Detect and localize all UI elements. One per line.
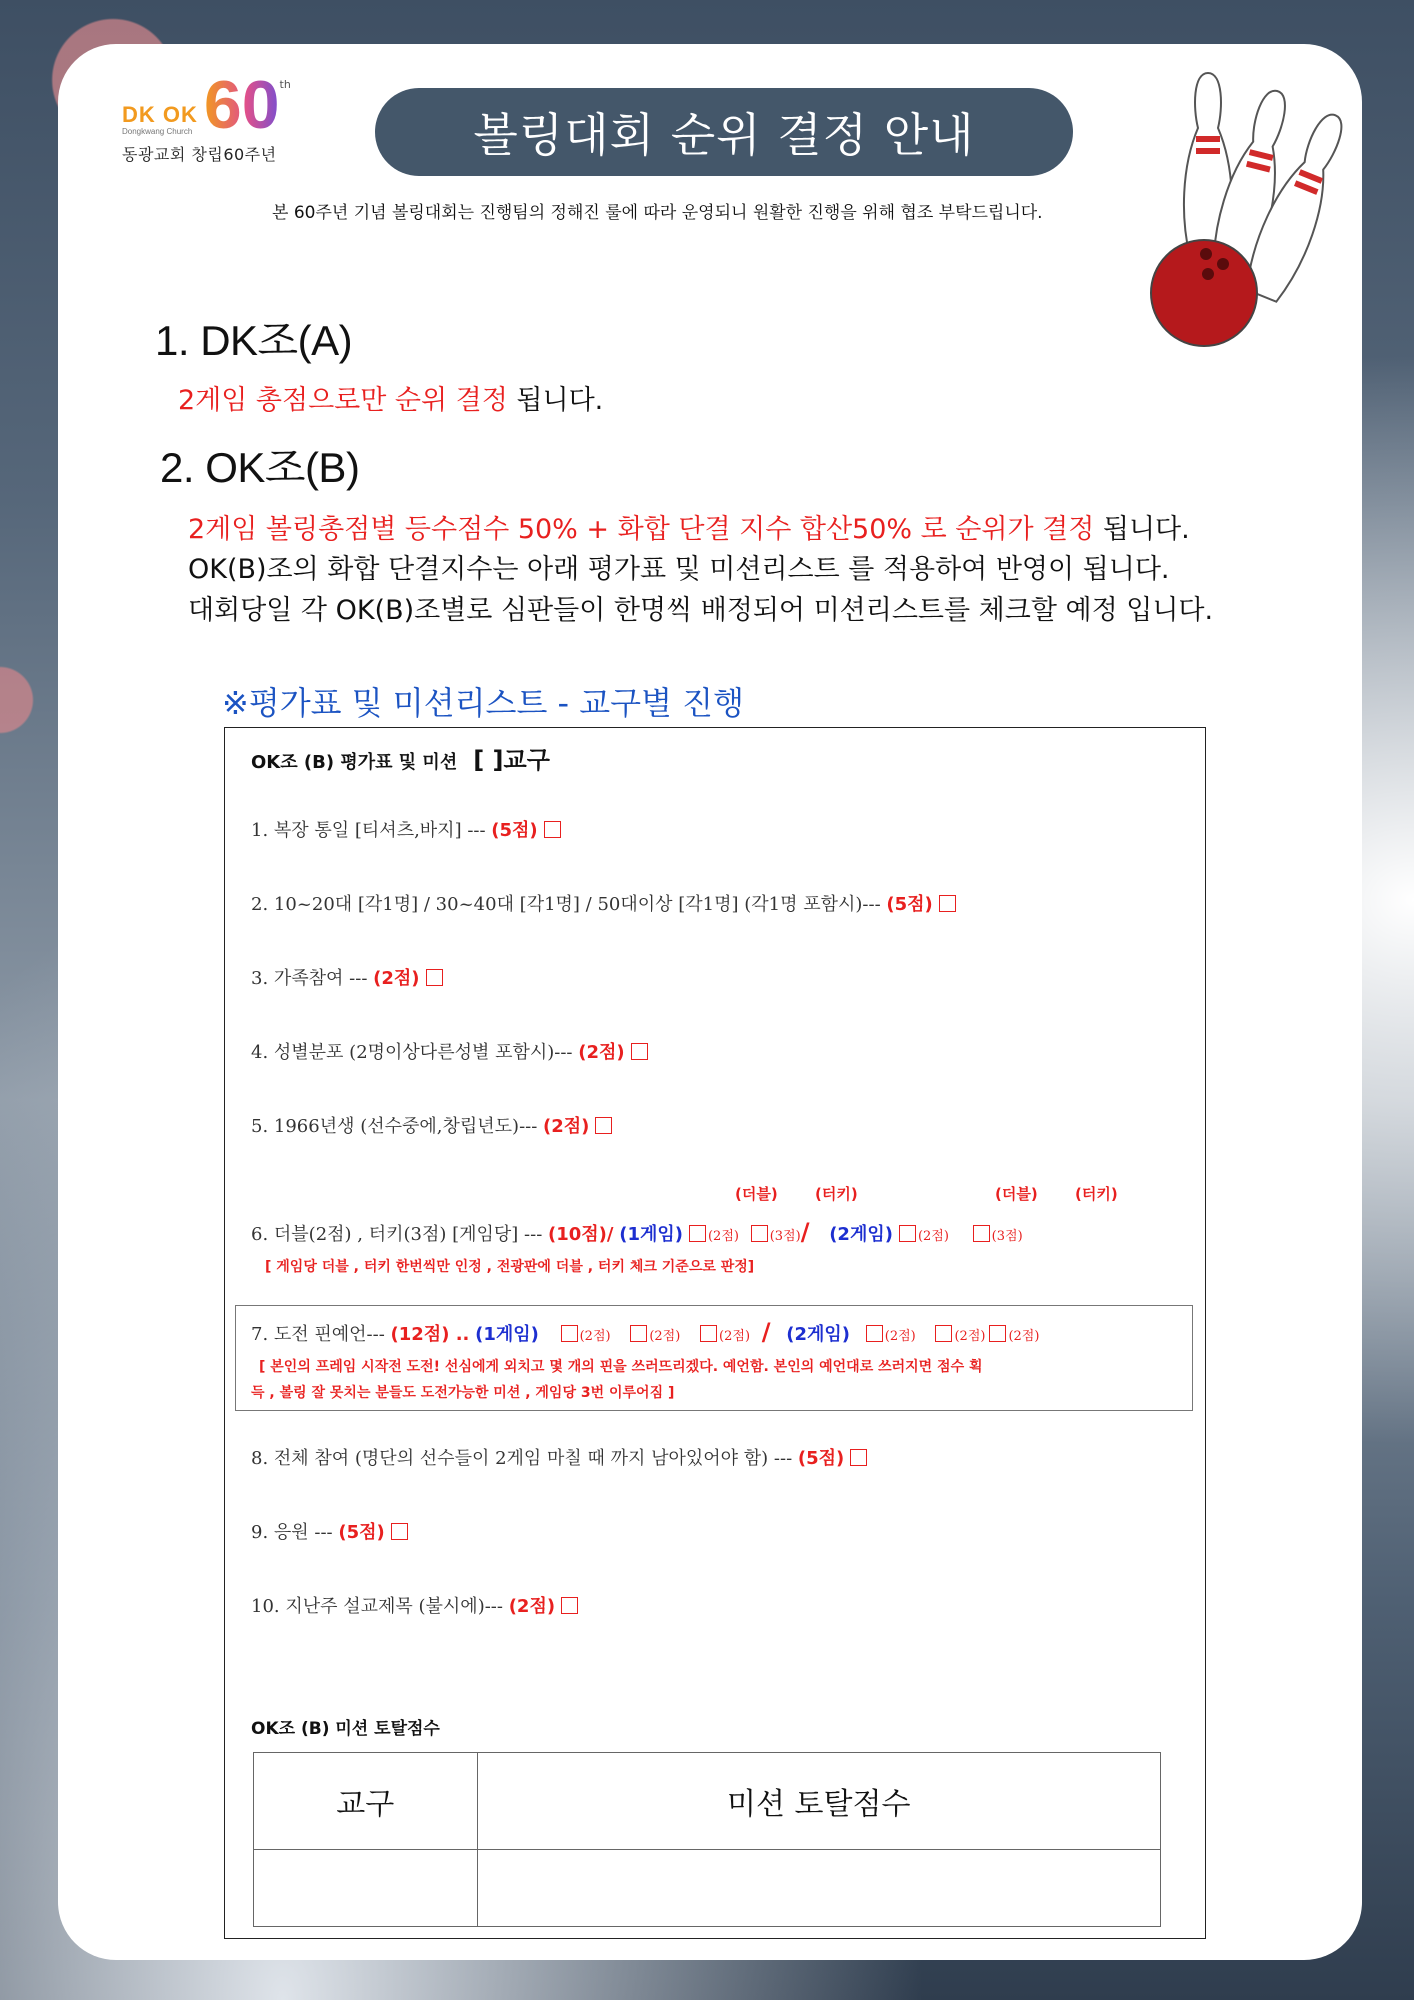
mission-item-5 — [251, 1112, 614, 1138]
eval-title: ※평가표 및 미션리스트 - 교구별 진행 — [222, 684, 744, 722]
mission-text: 4. 성별분포 (2명이상다른성별 포함시)--- — [251, 1042, 579, 1063]
section2-tail: 됩니다. — [1094, 514, 1190, 545]
mission-points: (5점) — [886, 894, 933, 915]
parish-bracket: [ ]교구 — [473, 746, 550, 774]
prediction-checkbox-g2-2[interactable] — [935, 1325, 952, 1342]
evaluation-form — [224, 727, 1206, 1939]
item7-note-line2: 득 , 볼링 잘 못치는 분들도 도전가능한 미션 , 게임당 3번 이루어짐 ] — [251, 1385, 675, 1401]
mission-item-2 — [251, 890, 958, 916]
game2-label: (2게임) — [786, 1324, 851, 1345]
logo-60: 60 — [203, 67, 280, 143]
bowling-pins-icon — [1138, 68, 1358, 348]
points-3: (3점) — [991, 1229, 1023, 1244]
slash-divider: / — [761, 1318, 771, 1346]
section2-red-text: 2게임 볼링총점별 등수점수 50% + 화합 단결 지수 합산50% 로 순위가 결정 — [188, 514, 1095, 545]
mission-checkbox[interactable] — [391, 1523, 408, 1540]
mission-checkbox[interactable] — [544, 821, 561, 838]
mission-checkbox[interactable] — [595, 1117, 612, 1134]
section1-text — [178, 378, 603, 417]
mission-checkbox[interactable] — [631, 1043, 648, 1060]
mission-points: (2점) — [543, 1116, 590, 1137]
game1-label: (1게임) — [619, 1224, 683, 1245]
prediction-checkbox-g2-3[interactable] — [989, 1325, 1006, 1342]
logo-church-name: Dongkwang Church — [122, 127, 193, 136]
logo-subtitle: 동광교회 창립60주년 — [122, 145, 277, 164]
mission-points: (2점) — [373, 968, 420, 989]
mission-text: 8. 전체 참여 (명단의 선수들이 2게임 마칠 때 까지 남아있어야 함) --- — [251, 1448, 798, 1469]
prediction-checkbox-g1-1[interactable] — [561, 1325, 578, 1342]
mission-text: 9. 응원 --- — [251, 1522, 339, 1543]
mission-text: 5. 1966년생 (선수중에,창립년도)--- — [251, 1116, 544, 1137]
logo-dkok: DK OK — [122, 102, 198, 127]
mission-text: 6. 더블(2점) , 터키(3점) [게임당] --- — [251, 1224, 549, 1245]
points-2: (2점) — [707, 1229, 739, 1244]
mission-item-6 — [251, 1218, 1023, 1246]
mission-points: (2점) — [578, 1042, 625, 1063]
mission-text: 2. 10~20대 [각1명] / 30~40대 [각1명] / 50대이상 [각1명] (각1명 포함시)--- — [251, 894, 887, 915]
points-2: (2점) — [649, 1329, 681, 1344]
mission-text: 3. 가족참여 --- — [251, 968, 374, 989]
mission-points: (2점) — [508, 1596, 556, 1617]
turkey-label-g1: (터키) — [815, 1185, 858, 1203]
total-score-table — [253, 1752, 1161, 1927]
double-checkbox-g2[interactable] — [899, 1225, 916, 1242]
mission-item-10 — [251, 1592, 580, 1618]
mission-item-8 — [251, 1444, 869, 1470]
table-header-parish: 교구 — [254, 1753, 478, 1850]
points-2: (2점) — [954, 1329, 986, 1344]
church-logo — [122, 67, 322, 165]
prediction-checkbox-g2-1[interactable] — [866, 1325, 883, 1342]
mission-text: 7. 도전 핀예언--- — [251, 1324, 391, 1345]
form-head — [251, 740, 550, 775]
item6-note: [ 게임당 더블 , 터키 한번씩만 인정 , 전광판에 더블 , 터키 체크 기준으로 판정] — [265, 1259, 755, 1275]
section1-red-text: 2게임 총점으로만 순위 결정 — [178, 385, 508, 416]
turkey-checkbox-g1[interactable] — [751, 1225, 768, 1242]
points-2: (2점) — [719, 1329, 751, 1344]
table-header-total: 미션 토탈점수 — [477, 1753, 1160, 1850]
slash-divider: / — [800, 1218, 810, 1246]
mission-checkbox[interactable] — [561, 1597, 578, 1614]
mission-item-9 — [251, 1518, 410, 1544]
turkey-checkbox-g2[interactable] — [973, 1225, 990, 1242]
section2-line2: OK(B)조의 화합 단결지수는 아래 평가표 및 미션리스트 를 적용하여 반영이 됩니다. — [188, 554, 1170, 585]
mission-item-4 — [251, 1038, 650, 1064]
points-2: (2점) — [1008, 1329, 1040, 1344]
mission-item-1 — [251, 816, 563, 842]
double-label-g2: (더블) — [995, 1185, 1038, 1203]
mission-checkbox[interactable] — [850, 1449, 867, 1466]
prediction-checkbox-g1-3[interactable] — [700, 1325, 717, 1342]
total-title: OK조 (B) 미션 토탈점수 — [251, 1719, 440, 1739]
section1-tail: 됩니다. — [507, 385, 604, 416]
form-head-label: OK조 (B) 평가표 및 미션 — [251, 752, 458, 773]
mission-checkbox[interactable] — [426, 969, 443, 986]
double-checkbox-g1[interactable] — [689, 1225, 706, 1242]
points-2: (2점) — [579, 1329, 611, 1344]
mission-item-7 — [251, 1318, 1039, 1346]
section2-line1 — [188, 507, 1190, 546]
points-3: (3점) — [769, 1229, 801, 1244]
mission-text: 1. 복장 통일 [티셔츠,바지] --- — [251, 820, 492, 841]
item7-note-line1: [ 본인의 프레임 시작전 도전! 선심에게 외치고 몇 개의 핀을 쓰러뜨리겠다. 예언함. 본인의 예언대로 쓰러지면 점수 획 — [259, 1359, 983, 1375]
section2-heading: 2. OK조(B) — [160, 444, 360, 491]
total-score-cell[interactable] — [477, 1850, 1160, 1927]
points-2: (2점) — [884, 1329, 916, 1344]
mission-points: (5점) — [338, 1522, 385, 1543]
prediction-checkbox-g1-2[interactable] — [630, 1325, 647, 1342]
mission-points: (5점) — [491, 820, 538, 841]
mission-points: (5점) — [797, 1448, 845, 1469]
section2-line3: 대회당일 각 OK(B)조별로 심판들이 한명씩 배정되어 미션리스트를 체크할 예정 입니다. — [188, 595, 1214, 626]
parish-cell[interactable] — [254, 1850, 478, 1927]
mission-points: (12점) .. — [390, 1324, 470, 1345]
mission-checkbox[interactable] — [939, 895, 956, 912]
logo-th: th — [279, 78, 291, 91]
mission-item-3 — [251, 964, 445, 990]
page-title: 볼링대회 순위 결정 안내 — [375, 88, 1073, 176]
mission-points: (10점)/ — [548, 1224, 614, 1245]
turkey-label-g2: (터키) — [1075, 1185, 1118, 1203]
notice-text: 본 60주년 기념 볼링대회는 진행팀의 정해진 룰에 따라 운영되니 원활한 진행을 위해 협조 부탁드립니다. — [272, 203, 1043, 223]
double-label-g1: (더블) — [735, 1185, 778, 1203]
points-2: (2점) — [917, 1229, 949, 1244]
section1-heading: 1. DK조(A) — [155, 317, 353, 364]
game2-label: (2게임) — [829, 1224, 893, 1245]
game1-label: (1게임) — [475, 1324, 539, 1345]
mission-text: 10. 지난주 설교제목 (불시에)--- — [251, 1596, 509, 1617]
